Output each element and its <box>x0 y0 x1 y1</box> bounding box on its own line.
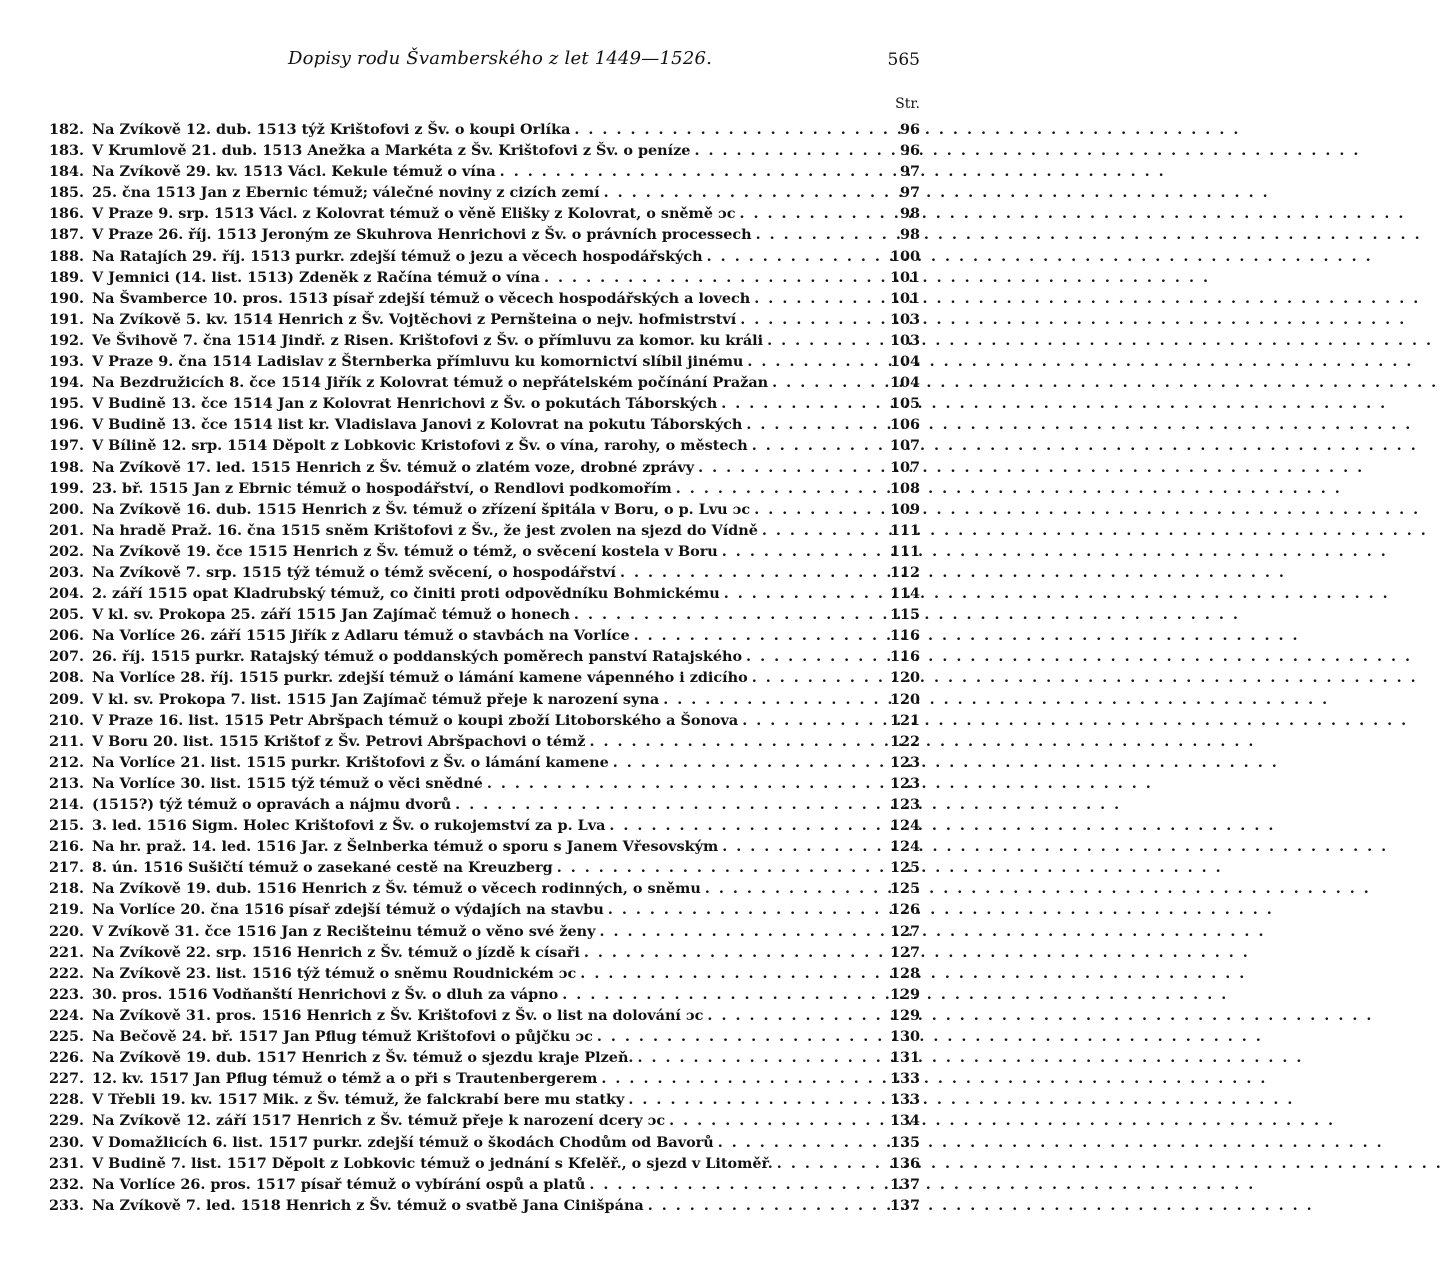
dot-leader <box>754 288 872 309</box>
dot-leader <box>724 583 872 604</box>
index-entry <box>30 1068 920 1089</box>
entry-text: V Praze 16. list. 1515 Petr Abršpach témuž o koupi zboží Litoborského a Šonova <box>92 711 739 729</box>
dot-leader <box>756 224 872 245</box>
dot-leader <box>742 710 872 731</box>
entry-page: 108 <box>889 479 920 497</box>
entry-number: 183. <box>48 142 84 160</box>
entry-number: 191. <box>48 310 84 328</box>
entry-text: Na Zvíkově 19. dub. 1517 Henrich z Šv. témuž o sjezdu kraje Plzeň. <box>92 1049 634 1067</box>
entry-text: V Praze 26. říj. 1513 Jeroným ze Skuhrova Henrichovi z Šv. o právních processech <box>92 226 752 244</box>
index-entry <box>30 372 920 393</box>
entry-number: 186. <box>48 205 84 223</box>
dot-leader <box>718 1132 872 1153</box>
index-entry <box>30 435 920 456</box>
index-entry <box>30 1089 920 1110</box>
dot-leader <box>722 541 872 562</box>
entry-number: 185. <box>48 184 84 202</box>
entry-text: Na Zvíkově 23. list. 1516 týž témuž o sněmu Roudnickém ɔc <box>92 964 577 982</box>
index-entry <box>30 309 920 330</box>
index-entry <box>30 1195 920 1216</box>
index-entry <box>30 878 920 899</box>
dot-leader <box>772 372 872 393</box>
index-entry <box>30 161 920 182</box>
entry-number: 218. <box>48 880 84 898</box>
dot-leader <box>707 246 872 267</box>
index-entry <box>30 667 920 688</box>
entry-page: 123 <box>889 796 920 813</box>
entry-page: 134 <box>889 1112 920 1130</box>
entry-page: 114 <box>889 585 920 603</box>
entry-number: 222. <box>48 964 84 982</box>
entry-page: 116 <box>889 627 920 645</box>
index-entry <box>30 203 920 224</box>
entry-text: Na Zvíkově 19. dub. 1516 Henrich z Šv. témuž o věcech rodinných, o sněmu <box>92 880 701 898</box>
entry-page: 123 <box>889 774 920 792</box>
entry-number: 202. <box>48 542 84 560</box>
entry-number: 212. <box>48 753 84 771</box>
entry-text: V Třebli 19. kv. 1517 Mik. z Šv. témuž, že falckrabí bere mu statky <box>92 1091 625 1109</box>
entry-page: 135 <box>889 1133 920 1151</box>
entry-text: Na Švamberce 10. pros. 1513 písař zdejší témuž o věcech hospodářských a lovech <box>92 289 751 307</box>
entry-number: 204. <box>48 585 84 603</box>
dot-leader <box>722 836 872 857</box>
dot-leader <box>767 330 872 351</box>
entry-text: Na Vorlíce 26. září 1515 Jiřík z Adlaru témuž o stavbách na Vorlíce <box>92 627 630 645</box>
dot-leader <box>455 794 872 815</box>
entry-page: 131 <box>889 1049 920 1067</box>
dot-leader <box>620 562 872 583</box>
entry-page: 96 <box>899 142 920 160</box>
entry-page: 111 <box>889 521 920 539</box>
index-entry <box>30 710 920 731</box>
index-entry <box>30 625 920 646</box>
index-entry <box>30 414 920 435</box>
entry-page: 121 <box>889 711 920 729</box>
index-entry <box>30 520 920 541</box>
entry-text: Ve Švihově 7. čna 1514 Jindř. z Risen. Krištofovi z Šv. o přímluvu za komor. ku králi <box>92 331 764 349</box>
entry-text: Na Ratajích 29. říj. 1513 purkr. zdejší témuž o jezu a věcech hospodářských <box>92 247 703 265</box>
dot-leader <box>562 984 872 1005</box>
entry-page: 97 <box>899 184 920 202</box>
entry-number: 226. <box>48 1049 84 1067</box>
entry-number: 182. <box>48 121 84 138</box>
index-entry <box>30 140 920 161</box>
index-entry <box>30 604 920 625</box>
entry-number: 203. <box>48 563 84 581</box>
entry-number: 215. <box>48 817 84 835</box>
index-entry <box>30 457 920 478</box>
dot-leader <box>500 161 872 182</box>
entry-page: 128 <box>889 964 920 982</box>
index-entry <box>30 1153 920 1174</box>
index-entry <box>30 1132 920 1153</box>
dot-leader <box>609 815 872 836</box>
index-entry <box>30 689 920 710</box>
entry-text: 3. led. 1516 Sigm. Holec Krištofovi z Šv. o rukojemství za p. Lva <box>92 817 606 835</box>
index-entry <box>30 773 920 794</box>
index-entry <box>30 393 920 414</box>
entry-page: 96 <box>899 121 920 138</box>
index-entry <box>30 857 920 878</box>
entry-page: 104 <box>889 374 920 392</box>
index-entry <box>30 499 920 520</box>
entry-text: V Praze 9. čna 1514 Ladislav z Šternberka přímluvu ku komornictví slíbil jinému <box>92 353 744 371</box>
entry-number: 221. <box>48 943 84 961</box>
entry-page: 129 <box>889 985 920 1003</box>
entry-number: 206. <box>48 627 84 645</box>
entry-number: 205. <box>48 606 84 624</box>
entry-page: 104 <box>889 353 920 371</box>
dot-leader <box>698 457 872 478</box>
entry-page: 103 <box>889 331 920 349</box>
dot-leader <box>740 309 872 330</box>
entry-number: 217. <box>48 859 84 877</box>
entry-page: 127 <box>889 943 920 961</box>
dot-leader <box>589 731 872 752</box>
index-entry <box>30 1110 920 1131</box>
entry-number: 184. <box>48 163 84 181</box>
entry-text: Na Vorlíce 21. list. 1515 purkr. Krištofovi z Šv. o lámání kamene <box>92 753 609 771</box>
index-entry <box>30 224 920 245</box>
entry-text: Na Vorlíce 30. list. 1515 týž témuž o věci snědné <box>92 774 483 792</box>
entry-page: 124 <box>889 838 920 856</box>
entry-page: 105 <box>889 395 920 413</box>
index-entry <box>30 921 920 942</box>
index-entry <box>30 351 920 372</box>
entry-page: 127 <box>889 922 920 940</box>
entry-number: 220. <box>48 922 84 940</box>
index-entry <box>30 752 920 773</box>
entry-number: 224. <box>48 1006 84 1024</box>
entry-text: Na Zvíkově 16. dub. 1515 Henrich z Šv. témuž o zřízení špitála v Boru, o p. Lvu ɔc <box>92 500 751 518</box>
entry-number: 229. <box>48 1112 84 1130</box>
index-entry <box>30 942 920 963</box>
dot-leader <box>613 752 872 773</box>
dot-leader <box>694 140 872 161</box>
dot-leader <box>600 921 873 942</box>
entry-page: 137 <box>889 1196 920 1214</box>
entry-page: 125 <box>889 880 920 898</box>
entry-page: 112 <box>889 563 920 581</box>
entry-number: 230. <box>48 1133 84 1151</box>
dot-leader <box>707 1005 872 1026</box>
index-entry <box>30 267 920 288</box>
dot-leader <box>574 604 872 625</box>
entry-text: V Boru 20. list. 1515 Krištof z Šv. Petrovi Abršpachovi o témž <box>92 732 586 750</box>
entry-text: V Domažlicích 6. list. 1517 purkr. zdejší témuž o škodách Chodům od Bavorů <box>92 1133 714 1151</box>
entry-page: 136 <box>889 1154 920 1172</box>
entry-page: 111 <box>889 542 920 560</box>
index-entry <box>30 984 920 1005</box>
index-entry <box>30 182 920 203</box>
index-entry <box>30 731 920 752</box>
entry-number: 214. <box>48 796 84 813</box>
entry-page: 101 <box>889 289 920 307</box>
entry-page: 133 <box>889 1091 920 1109</box>
dot-leader <box>597 1026 872 1047</box>
entry-text: V Budině 7. list. 1517 Děpolt z Lobkovic témuž o jednání s Kfelěř., o sjezd v Litoměř. <box>92 1154 773 1172</box>
letter-index-list <box>30 119 920 1216</box>
entry-text: Na Bečově 24. bř. 1517 Jan Pflug témuž Krištofovi o půjčku ɔc <box>92 1028 593 1046</box>
entry-number: 190. <box>48 289 84 307</box>
dot-leader <box>721 393 872 414</box>
dot-leader <box>669 1110 872 1131</box>
dot-leader <box>604 182 872 203</box>
entry-number: 209. <box>48 690 84 708</box>
entry-number: 198. <box>48 458 84 476</box>
dot-leader <box>634 625 872 646</box>
entry-text: 12. kv. 1517 Jan Pflug témuž o témž a o při s Trautenbergerem <box>92 1070 598 1088</box>
entry-page: 107 <box>889 437 920 455</box>
entry-page: 137 <box>889 1175 920 1193</box>
entry-text: Na Zvíkově 12. dub. 1513 týž Krištofovi z Šv. o koupi Orlíka <box>92 121 571 138</box>
entry-text: Na Zvíkově 7. srp. 1515 týž témuž o témž svěcení, o hospodářství <box>92 563 616 581</box>
entry-number: 225. <box>48 1028 84 1046</box>
entry-number: 228. <box>48 1091 84 1109</box>
entry-page: 101 <box>889 268 920 286</box>
index-entry <box>30 246 920 267</box>
entry-text: (1515?) týž témuž o opravách a nájmu dvorů <box>92 796 452 813</box>
index-entry <box>30 562 920 583</box>
index-entry <box>30 478 920 499</box>
entry-text: Na Zvíkově 29. kv. 1513 Václ. Kekule témuž o vína <box>92 163 496 181</box>
entry-text: V Zvíkově 31. čce 1516 Jan z Recišteinu témuž o věno své ženy <box>92 922 596 940</box>
entry-number: 194. <box>48 374 84 392</box>
running-title: Dopisy rodu Švamberského z let 1449—1526. <box>287 48 713 69</box>
index-entry <box>30 646 920 667</box>
entry-page: 109 <box>889 500 920 518</box>
index-entry <box>30 330 920 351</box>
entry-page: 106 <box>889 416 920 434</box>
entry-page: 120 <box>889 690 920 708</box>
entry-number: 187. <box>48 226 84 244</box>
dot-leader <box>663 689 872 710</box>
entry-page: 122 <box>889 732 920 750</box>
entry-number: 227. <box>48 1070 84 1088</box>
dot-leader <box>608 899 872 920</box>
entry-text: V kl. sv. Prokopa 25. září 1515 Jan Zajímač témuž o honech <box>92 606 570 624</box>
dot-leader <box>589 1174 872 1195</box>
entry-page: 98 <box>899 205 920 223</box>
index-entry <box>30 1026 920 1047</box>
entry-text: 8. ún. 1516 Sušičtí témuž o zasekané cestě na Kreuzberg <box>92 859 553 877</box>
entry-text: V Budině 13. čce 1514 Jan z Kolovrat Henrichovi z Šv. o pokutách Táborských <box>92 395 718 413</box>
entry-text: 25. čna 1513 Jan z Ebernic témuž; válečné noviny z cizích zemí <box>92 184 600 202</box>
index-entry <box>30 119 920 140</box>
entry-number: 189. <box>48 268 84 286</box>
entry-text: 23. bř. 1515 Jan z Ebrnic témuž o hospodářství, o Rendlovi podkomořím <box>92 479 672 497</box>
entry-text: Na Zvíkově 19. čce 1515 Henrich z Šv. témuž o témž, o svěcení kostela v Boru <box>92 542 718 560</box>
index-entry <box>30 541 920 562</box>
entry-number: 195. <box>48 395 84 413</box>
dot-leader <box>544 267 872 288</box>
dot-leader <box>557 857 872 878</box>
index-entry <box>30 899 920 920</box>
entry-page: 126 <box>889 901 920 919</box>
dot-leader <box>762 520 872 541</box>
entry-page: 100 <box>889 247 920 265</box>
entry-number: 210. <box>48 711 84 729</box>
entry-text: 26. říj. 1515 purkr. Ratajský témuž o poddanských poměrech panství Ratajského <box>92 648 743 666</box>
entry-text: V kl. sv. Prokopa 7. list. 1515 Jan Zajímač témuž přeje k narození syna <box>92 690 660 708</box>
entry-page: 130 <box>889 1028 920 1046</box>
dot-leader <box>648 1195 872 1216</box>
index-entry <box>30 836 920 857</box>
entry-number: 211. <box>48 732 84 750</box>
entry-page: 115 <box>889 606 920 624</box>
entry-number: 201. <box>48 521 84 539</box>
entry-number: 197. <box>48 437 84 455</box>
entry-page: 125 <box>889 859 920 877</box>
entry-number: 232. <box>48 1175 84 1193</box>
entry-page: 124 <box>889 817 920 835</box>
entry-text: Na Zvíkově 22. srp. 1516 Henrich z Šv. témuž o jízdě k císaři <box>92 943 580 961</box>
entry-text: Na Zvíkově 5. kv. 1514 Henrich z Šv. Vojtěchovi z Pernšteina o nejv. hofmistrství <box>92 310 737 328</box>
entry-number: 233. <box>48 1196 84 1214</box>
entry-text: V Jemnici (14. list. 1513) Zdeněk z Račína témuž o vína <box>92 268 541 286</box>
entry-page: 98 <box>899 226 920 244</box>
entry-text: Na Zvíkově 7. led. 1518 Henrich z Šv. témuž o svatbě Jana Cinišpána <box>92 1196 644 1214</box>
entry-page: 97 <box>899 163 920 181</box>
dot-leader <box>752 667 872 688</box>
entry-number: 200. <box>48 500 84 518</box>
entry-number: 219. <box>48 901 84 919</box>
entry-page: 133 <box>889 1070 920 1088</box>
index-entry <box>30 1047 920 1068</box>
dot-leader <box>676 478 872 499</box>
entry-text: Na hr. praž. 14. led. 1516 Jar. z Šelnberka témuž o sporu s Janem Vřesovským <box>92 838 719 856</box>
entry-page: 103 <box>889 310 920 328</box>
dot-leader <box>752 435 872 456</box>
entry-text: V Praze 9. srp. 1513 Václ. z Kolovrat témuž o věně Elišky z Kolovrat, o sněmě ɔc <box>92 205 736 223</box>
entry-number: 231. <box>48 1154 84 1172</box>
index-entry <box>30 583 920 604</box>
entry-number: 188. <box>48 247 84 265</box>
entry-text: Na Vorlíce 26. pros. 1517 písař témuž o vybírání ospů a platů <box>92 1175 586 1193</box>
entry-text: V Budině 13. čce 1514 list kr. Vladislava Janovi z Kolovrat na pokutu Táborských <box>92 416 743 434</box>
index-entry <box>30 815 920 836</box>
entry-text: Na Zvíkově 31. pros. 1516 Henrich z Šv. Krištofovi z Šv. o list na dolování ɔc <box>92 1006 704 1024</box>
page-number: 565 <box>887 50 920 70</box>
index-entry <box>30 288 920 309</box>
dot-leader <box>580 963 872 984</box>
entry-page: 123 <box>889 753 920 771</box>
entry-text: Na Zvíkově 17. led. 1515 Henrich z Šv. témuž o zlatém voze, drobné zprávy <box>92 458 695 476</box>
dot-leader <box>746 414 872 435</box>
entry-text: Na Vorlíce 28. říj. 1515 purkr. zdejší témuž o lámání kamene vápenného i zdicího <box>92 669 748 687</box>
entry-text: 30. pros. 1516 Vodňanští Henrichovi z Šv. o dluh za vápno <box>92 985 559 1003</box>
entry-text: V Krumlově 21. dub. 1513 Anežka a Markéta z Šv. Krištofovi z Šv. o peníze <box>92 142 691 160</box>
entry-number: 196. <box>48 416 84 434</box>
entry-text: Na Vorlíce 20. čna 1516 písař zdejší témuž o výdajích na stavbu <box>92 901 604 919</box>
entry-number: 213. <box>48 774 84 792</box>
entry-page: 129 <box>889 1006 920 1024</box>
entry-number: 207. <box>48 648 84 666</box>
entry-text: Na Bezdružicích 8. čce 1514 Jiřík z Kolovrat témuž o nepřátelském počínání Pražan <box>92 374 769 392</box>
dot-leader <box>739 203 872 224</box>
entry-text: Na hradě Praž. 16. čna 1515 sněm Krištofovi z Šv., že jest zvolen na sjezd do Vídně <box>92 521 758 539</box>
entry-page: 107 <box>889 458 920 476</box>
entry-number: 199. <box>48 479 84 497</box>
entry-number: 208. <box>48 669 84 687</box>
entry-page: 116 <box>889 648 920 666</box>
entry-number: 192. <box>48 331 84 349</box>
entry-number: 223. <box>48 985 84 1003</box>
index-entry <box>30 794 920 815</box>
dot-leader <box>747 351 872 372</box>
dot-leader <box>705 878 872 899</box>
dot-leader <box>746 646 872 667</box>
page-column-label: Str. <box>895 96 920 112</box>
dot-leader <box>601 1068 872 1089</box>
entry-page: 120 <box>889 669 920 687</box>
dot-leader <box>777 1153 872 1174</box>
entry-text: V Bílině 12. srp. 1514 Děpolt z Lobkovic Kristofovi z Šv. o vína, rarohy, o městech <box>92 437 748 455</box>
entry-number: 216. <box>48 838 84 856</box>
index-entry <box>30 1005 920 1026</box>
entry-text: 2. září 1515 opat Kladrubský témuž, co činiti proti odpovědníku Bohmickému <box>92 585 720 603</box>
index-entry <box>30 963 920 984</box>
index-entry <box>30 1174 920 1195</box>
dot-leader <box>637 1047 872 1068</box>
dot-leader <box>628 1089 872 1110</box>
dot-leader <box>584 942 872 963</box>
entry-text: Na Zvíkově 12. září 1517 Henrich z Šv. témuž přeje k narození dcery ɔc <box>92 1112 666 1130</box>
dot-leader <box>754 499 872 520</box>
dot-leader <box>487 773 872 794</box>
dot-leader <box>574 119 872 140</box>
entry-number: 193. <box>48 353 84 371</box>
